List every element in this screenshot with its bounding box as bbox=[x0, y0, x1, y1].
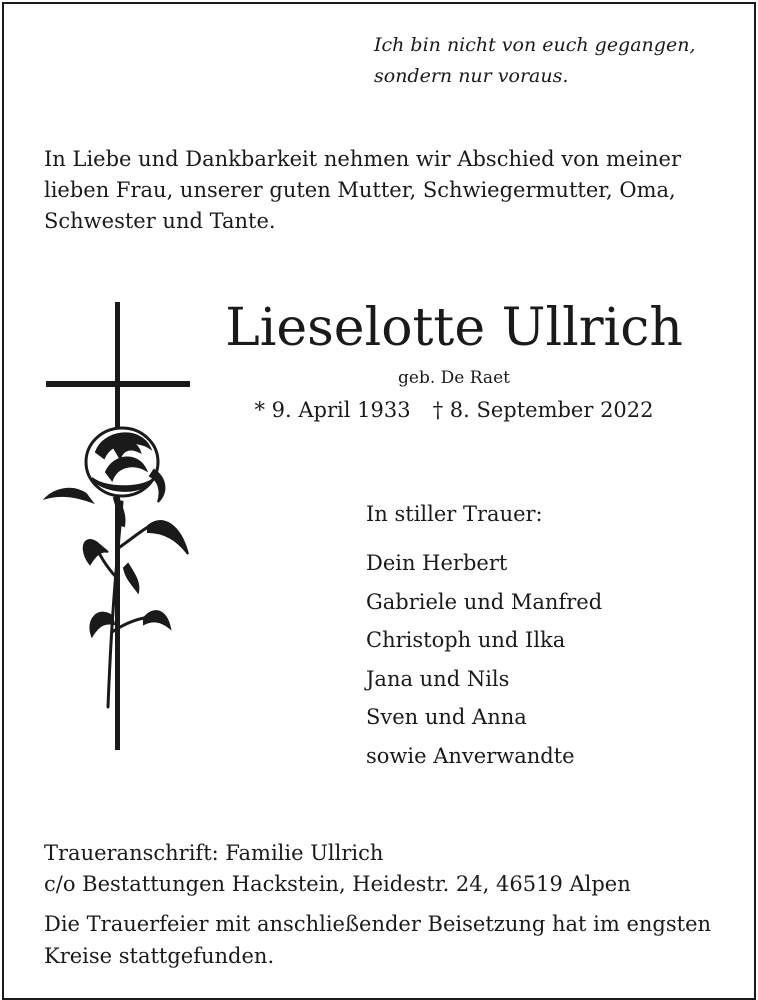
intro-line: lieben Frau, unserer guten Mutter, Schwiegermutter, Oma, bbox=[44, 178, 676, 202]
mourners-title: In stiller Trauer: bbox=[366, 502, 543, 526]
ceremony-note bbox=[44, 908, 724, 972]
ceremony-line: Kreise stattgefunden. bbox=[44, 944, 275, 968]
birth-date: * 9. April 1933 bbox=[254, 398, 411, 422]
deceased-name: Lieselotte Ullrich bbox=[225, 298, 683, 358]
obituary-notice bbox=[2, 2, 756, 1000]
list-item: Jana und Nils bbox=[366, 666, 510, 691]
quote-line: sondern nur voraus. bbox=[374, 65, 569, 87]
ceremony-line: Die Trauerfeier mit anschließender Beisetzung hat im engsten bbox=[44, 912, 712, 936]
memorial-quote bbox=[374, 30, 695, 92]
address-line: Traueranschrift: Familie Ullrich bbox=[44, 841, 384, 865]
list-item: Christoph und Ilka bbox=[366, 628, 566, 652]
intro-text bbox=[44, 144, 724, 237]
mourners-list bbox=[366, 544, 602, 775]
list-item: Sven und Anna bbox=[366, 705, 527, 729]
death-date: † 8. September 2022 bbox=[432, 398, 654, 422]
list-item: Gabriele und Manfred bbox=[366, 589, 603, 614]
address-line: c/o Bestattungen Hackstein, Heidestr. 24, 46519 Alpen bbox=[44, 872, 631, 896]
mourning-address bbox=[44, 838, 724, 900]
maiden-name: geb. De Raet bbox=[398, 368, 510, 388]
intro-line: Schwester und Tante. bbox=[44, 209, 276, 233]
list-item: Dein Herbert bbox=[366, 551, 508, 575]
quote-line: Ich bin nicht von euch gegangen, bbox=[374, 34, 696, 56]
list-item: sowie Anverwandte bbox=[366, 743, 575, 768]
life-dates bbox=[204, 398, 704, 422]
intro-line: In Liebe und Dankbarkeit nehmen wir Abschied von meiner bbox=[44, 147, 682, 171]
